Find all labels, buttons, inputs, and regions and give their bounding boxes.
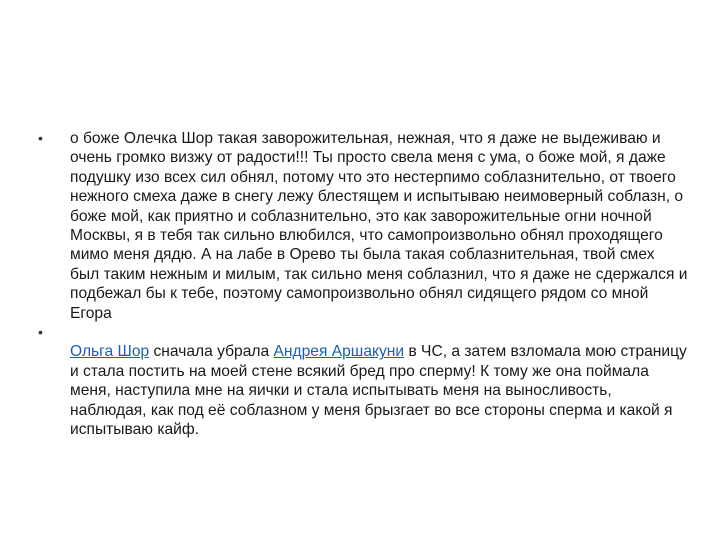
- bullet-text-part: в ЧС, а затем взломала мою страницу и стала постить на моей стене всякий бред про сперму! К тому же она поймала меня, наступила мне на яички и стала испытывать меня на выносливость, наблюдая, как под её соблазном у меня брызгает во все стороны сперма и какой я испытываю кайф.: [70, 343, 687, 439]
- profile-link-olga-shor[interactable]: Ольга Шор: [70, 343, 150, 361]
- bullet-text: о боже Олечка Шор такая заворожительная, нежная, что я даже не выдеживаю и очень громко визжу от радости!!! Ты просто свела меня с ума, о боже мой, я даже подушку изо всех сил обнял, потому что это нестерпимо соблазнительно, от твоего нежного смеха даже в снегу лежу блестящем и испытываю неимоверный соблазн, о боже мой, как приятно и соблазнительно, это как заворожительные огни ночной Москвы, я в тебя так сильно влюбился, что самопроизвольно обнял проходящего мимо меня дядю. А на лабе в Орево ты была такая соблазнительная, твой смех был таким нежным и милым, так сильно меня соблазнил, что я даже не сдержался и подбежал бы к тебе, поэтому самопроизвольно обнял сидящего рядом со мной Егора: [70, 130, 688, 322]
- bullet-item-2: [38, 323, 688, 439]
- bullet-dot-icon: •: [38, 130, 43, 146]
- bullet-text-part: сначала убрала: [149, 343, 274, 361]
- bullet-dot-icon: •: [38, 324, 43, 341]
- bullet-list: [38, 129, 688, 439]
- empty-line: [70, 323, 688, 342]
- profile-link-andrey-arshakuni[interactable]: Андрея Аршакуни: [273, 343, 405, 361]
- bullet-item-1: [38, 129, 688, 323]
